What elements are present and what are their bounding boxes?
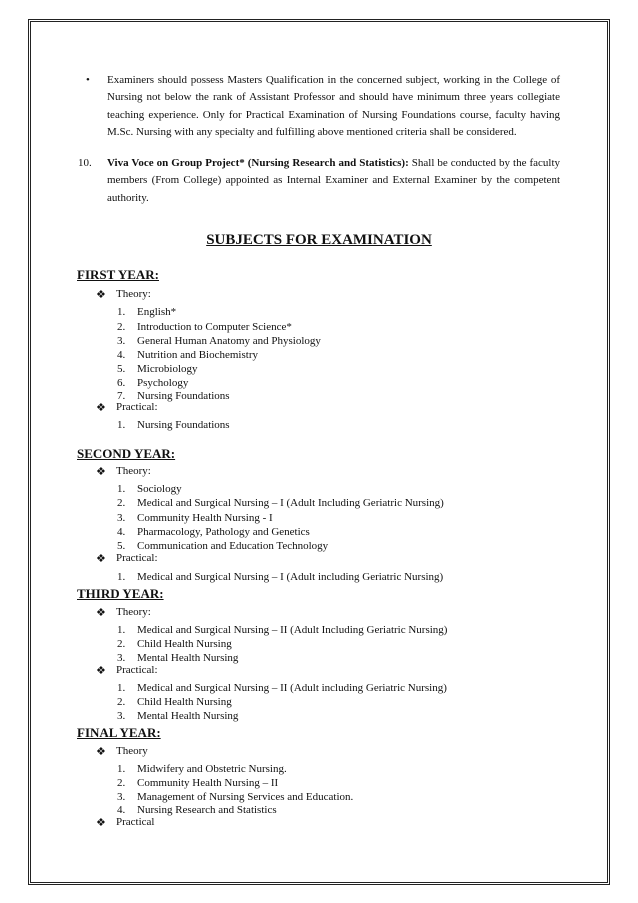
list-item: Nursing Foundations <box>137 390 230 402</box>
examiners-paragraph: Examiners should possess Masters Qualification in the concerned subject, working in the College of Nursing not below the rank of Assistant Professor and should have minimum three years collegiate teaching experience. Only for Practical Examination of Nursing Foundations course, faculty having M.Sc. Nursing with any specialty and fulfilling above mentioned criteria shall be considered. <box>107 74 560 138</box>
diamond-bullet-icon: ❖ <box>96 665 106 677</box>
list-item-number: 1. <box>117 306 126 318</box>
list-item: English* <box>137 306 177 318</box>
list-item: Psychology <box>137 377 189 389</box>
list-item-number: 3. <box>117 652 126 664</box>
list-item: General Human Anatomy and Physiology <box>137 335 321 347</box>
practical-label: Practical: <box>116 401 158 413</box>
page-title: SUBJECTS FOR EXAMINATION <box>206 232 432 248</box>
diamond-bullet-icon: ❖ <box>96 817 106 829</box>
list-item-number: 4. <box>117 526 126 538</box>
list-item: Medical and Surgical Nursing – II (Adult including Geriatric Nursing) <box>137 682 447 694</box>
list-item-number: 3. <box>117 710 126 722</box>
list-item-number: 2. <box>117 497 126 509</box>
practical-label: Practical <box>116 816 155 828</box>
list-item-number: 2. <box>117 321 126 333</box>
list-item-number: 1. <box>117 624 126 636</box>
list-item-number: 4. <box>117 804 126 816</box>
list-item-number: 3. <box>117 512 126 524</box>
list-item: Pharmacology, Pathology and Genetics <box>137 526 310 538</box>
list-item-number: 5. <box>117 363 126 375</box>
theory-label: Theory: <box>116 288 151 300</box>
diamond-bullet-icon: ❖ <box>96 553 106 565</box>
item-10-number: 10. <box>78 157 92 169</box>
year-heading: FIRST YEAR: <box>77 267 159 282</box>
list-item: Management of Nursing Services and Education. <box>137 791 354 803</box>
list-item-number: 1. <box>117 682 126 694</box>
list-item: Communication and Education Technology <box>137 540 329 552</box>
list-item-number: 2. <box>117 696 126 708</box>
list-item-number: 1. <box>117 571 126 583</box>
item-10-text: Shall be conducted by the faculty members (From College) appointed as Internal Examiner and External Examiner by the competent authority. <box>107 157 560 204</box>
list-item: Mental Health Nursing <box>137 710 239 722</box>
item-10-paragraph <box>107 155 560 207</box>
list-item: Medical and Surgical Nursing – I (Adult including Geriatric Nursing) <box>137 571 444 583</box>
list-item: Community Health Nursing - I <box>137 512 273 524</box>
list-item: Nursing Foundations <box>137 419 230 431</box>
list-item: Community Health Nursing – II <box>137 777 279 789</box>
list-item-number: 3. <box>117 791 126 803</box>
diamond-bullet-icon: ❖ <box>96 402 106 414</box>
practical-label: Practical: <box>116 664 158 676</box>
list-item: Medical and Surgical Nursing – II (Adult Including Geriatric Nursing) <box>137 624 448 636</box>
list-item-number: 1. <box>117 763 126 775</box>
diamond-bullet-icon: ❖ <box>96 607 106 619</box>
list-item: Sociology <box>137 483 182 495</box>
list-item: Child Health Nursing <box>137 696 232 708</box>
year-heading: SECOND YEAR: <box>77 446 176 461</box>
year-heading: THIRD YEAR: <box>77 586 164 601</box>
list-item: Introduction to Computer Science* <box>137 321 292 333</box>
list-item-number: 1. <box>117 483 126 495</box>
list-item: Nursing Research and Statistics <box>137 804 277 816</box>
theory-label: Theory: <box>116 465 151 477</box>
list-item: Microbiology <box>137 363 198 375</box>
list-item: Midwifery and Obstetric Nursing. <box>137 763 287 775</box>
item-10-title: Viva Voce on Group Project* (Nursing Research and Statistics): <box>107 157 409 169</box>
diamond-bullet-icon: ❖ <box>96 746 106 758</box>
list-item: Mental Health Nursing <box>137 652 239 664</box>
list-item-number: 2. <box>117 638 126 650</box>
list-item-number: 3. <box>117 335 126 347</box>
list-item-number: 5. <box>117 540 126 552</box>
list-item: Child Health Nursing <box>137 638 232 650</box>
bullet-icon: • <box>86 74 90 86</box>
theory-label: Theory: <box>116 606 151 618</box>
theory-label: Theory <box>116 745 148 757</box>
list-item: Nutrition and Biochemistry <box>137 349 258 361</box>
list-item-number: 7. <box>117 390 126 402</box>
diamond-bullet-icon: ❖ <box>96 289 106 301</box>
list-item-number: 2. <box>117 777 126 789</box>
list-item-number: 1. <box>117 419 126 431</box>
practical-label: Practical: <box>116 552 158 564</box>
list-item-number: 4. <box>117 349 126 361</box>
diamond-bullet-icon: ❖ <box>96 466 106 478</box>
list-item: Medical and Surgical Nursing – I (Adult Including Geriatric Nursing) <box>137 497 444 509</box>
year-heading: FINAL YEAR: <box>77 725 161 740</box>
list-item-number: 6. <box>117 377 126 389</box>
